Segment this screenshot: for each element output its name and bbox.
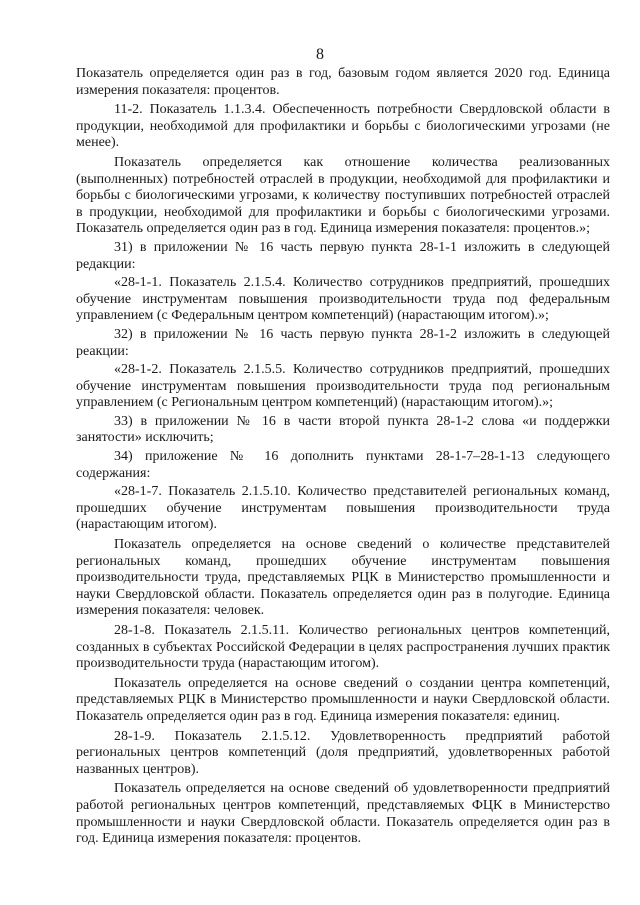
paragraph: Показатель определяется на основе сведений об удовлетворенности предприятий работой региональных центров компетенций, представляемых ФЦК в Министерство промышленности и науки Свердловской области. Показатель определяется один раз в год. Единица измерения показателя: процентов. [76, 781, 610, 847]
paragraph: 11-2. Показатель 1.1.3.4. Обеспеченность потребности Свердловской области в продукции, необходимой для профилактики и борьбы с биологическими угрозами (не менее). [76, 102, 610, 151]
paragraph: 28-1-8. Показатель 2.1.5.11. Количество региональных центров компетенций, созданных в субъектах Российской Федерации в целях распространения лучших практик производительности труда (нарастающим итогом). [76, 623, 610, 672]
paragraph: «28-1-1. Показатель 2.1.5.4. Количество сотрудников предприятий, прошедших обучение инструментам повышения производительности труда под федеральным управлением (с Федеральным центром компетенций) (нарастающим итогом).»; [76, 275, 610, 324]
paragraph: 32) в приложении № 16 часть первую пункта 28-1-2 изложить в следующей реакции: [76, 326, 610, 359]
paragraph: «28-1-2. Показатель 2.1.5.5. Количество сотрудников предприятий, прошедших обучение инструментам повышения производительности труда под региональным управлением (с Региональным центром компетенций) (нарастающим итогом).»; [76, 362, 610, 411]
paragraph: 28-1-9. Показатель 2.1.5.12. Удовлетворенность предприятий работой региональных центров компетенций (доля предприятий, удовлетворенных работой названных центров). [76, 728, 610, 777]
paragraph: «28-1-7. Показатель 2.1.5.10. Количество представителей региональных команд, прошедших обучение инструментам повышения производительности труда (нарастающим итогом). [76, 484, 610, 533]
paragraph: Показатель определяется один раз в год, базовым годом является 2020 год. Единица измерения показателя: процентов. [76, 66, 610, 98]
paragraph: Показатель определяется как отношение количества реализованных (выполненных) потребностей отраслей в продукции, необходимой для профилактики и борьбы с биологическими угрозами, к количеству поступивших потребностей отраслей в продукции, необходимой для профилактики и борьбы с биологическими угрозами. Показатель определяется один раз в год. Единица измерения показателя: процентов.»; [76, 154, 610, 237]
paragraph: Показатель определяется на основе сведений о количестве представителей региональных команд, прошедших обучение инструментам повышения производительности труда, представляемых РЦК в Министерство промышленности и науки Свердловской области. Показатель определяется один раз в полугодие. Единица измерения показателя: человек. [76, 537, 610, 619]
paragraph: 31) в приложении № 16 часть первую пункта 28-1-1 изложить в следующей редакции: [76, 239, 610, 272]
paragraph: 34) приложение № 16 дополнить пунктами 28-1-7–28-1-13 следующего содержания: [76, 449, 610, 481]
page-number: 8 [316, 46, 324, 63]
paragraph: Показатель определяется на основе сведений о создании центра компетенций, представляемых РЦК в Министерство промышленности и науки Свердловской области. Показатель определяется один раз в год. Единица измерения показателя: единиц. [76, 675, 610, 724]
document-body [76, 66, 610, 848]
paragraph: 33) в приложении № 16 в части второй пункта 28-1-2 слова «и поддержки занятости» исключить; [76, 413, 610, 446]
